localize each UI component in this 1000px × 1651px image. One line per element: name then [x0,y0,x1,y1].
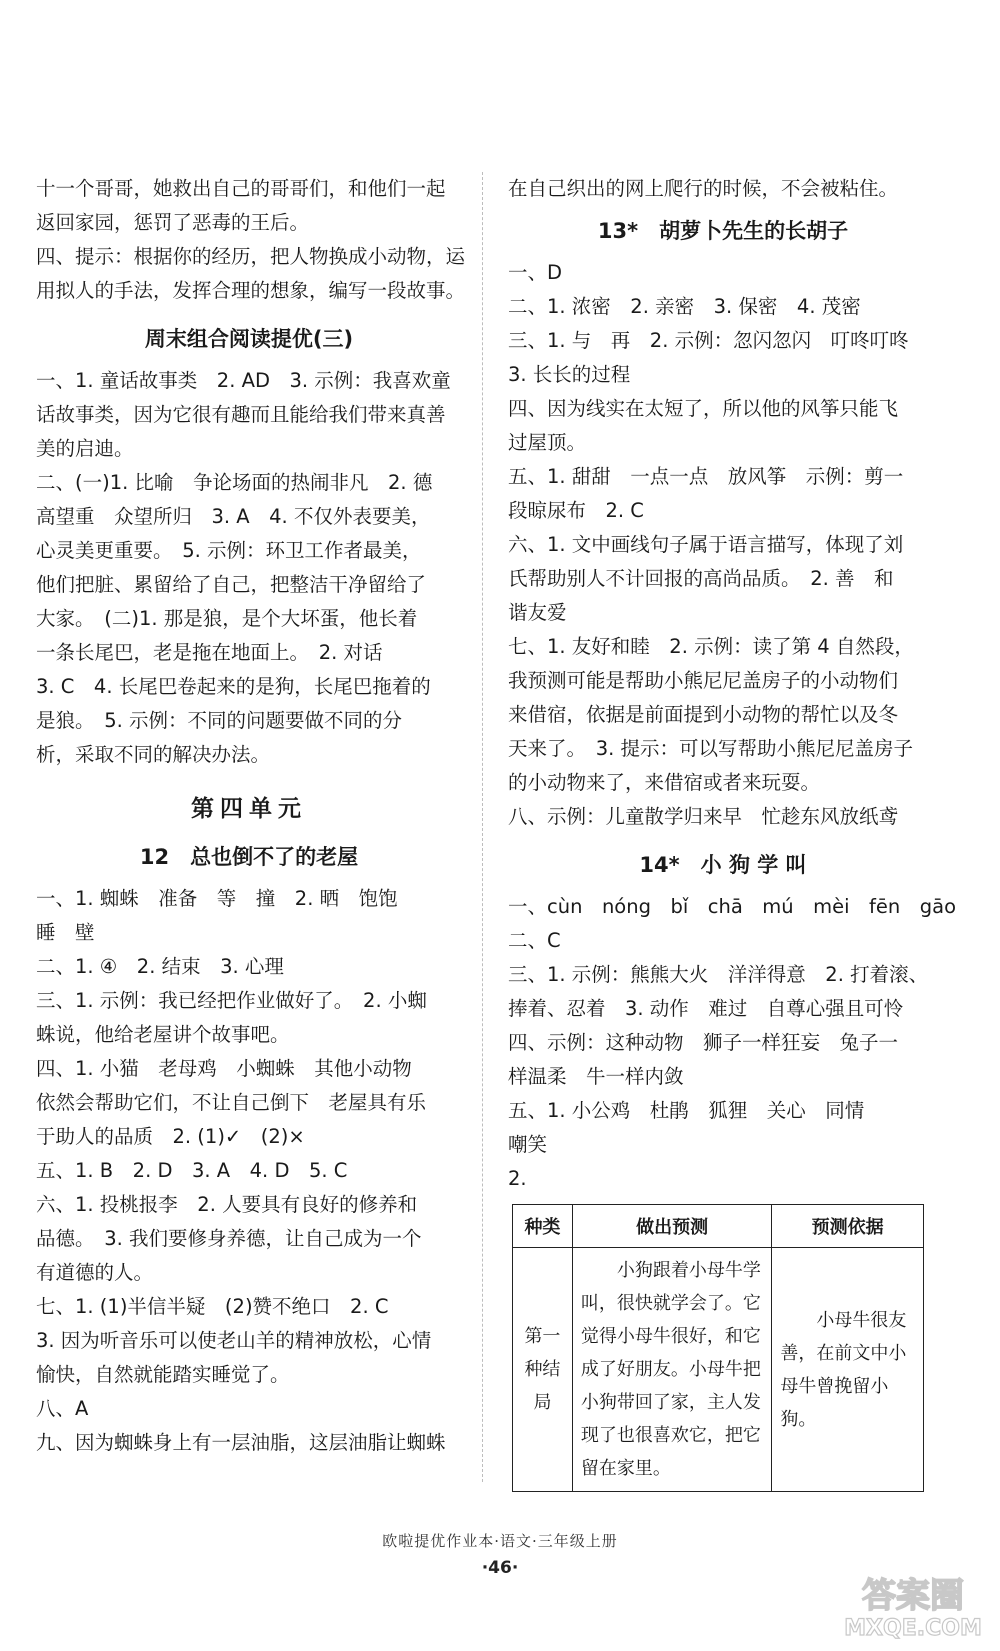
right-column [508,172,957,1492]
table-header: 做出预测 [572,1205,771,1248]
text-line: 六、1. 文中画线句子属于语言描写，体现了刘 [508,533,904,556]
text-line: 三、1. 示例：熊熊大火 洋洋得意 2. 打着滚、 [508,963,929,986]
text-line: 二、1. 浓密 2. 亲密 3. 保密 4. 茂密 [508,295,861,318]
text-line: 用拟人的手法，发挥合理的想象，编写一段故事。 [36,279,466,302]
text-line: 是狼。 5. 示例：不同的问题要做不同的分 [36,709,403,732]
text-line: 返回家园，惩罚了恶毒的王后。 [36,211,310,234]
table-header-row [513,1205,924,1248]
text-line: 五、1. B 2. D 3. A 4. D 5. C [36,1159,348,1182]
table-cell: 小母牛很友善，在前文中小母牛曾挽留小狗。 [772,1248,924,1492]
text-line: 3. 因为听音乐可以使老山羊的精神放松，心情 [36,1329,432,1352]
text-line: 氏帮助别人不计回报的高尚品质。 2. 善 和 [508,567,894,590]
text-line: 睡 壁 [36,921,95,944]
text-line: 他们把脏、累留给了自己，把整洁干净留给了 [36,573,427,596]
text-line: 天来了。 3. 提示：可以写帮助小熊尼尼盖房子 [508,737,914,760]
text-line: 蛛说，他给老屋讲个故事吧。 [36,1023,290,1046]
lesson-title: 12 总也倒不了的老屋 [139,845,359,869]
text-line: 三、1. 与 再 2. 示例：忽闪忽闪 叮咚叮咚 [508,329,909,352]
table-row [513,1248,924,1492]
text-line: 一、1. 蜘蛛 准备 等 撞 2. 晒 饱饱 [36,887,398,910]
text-line: 八、A [36,1397,89,1420]
text-line: 过屋顶。 [508,431,587,454]
text-line: 话故事类，因为它很有趣而且能给我们带来真善 [36,403,446,426]
text-line: 一、1. 童话故事类 2. AD 3. 示例：我喜欢童 [36,369,451,392]
page-number: ·46· [481,1558,519,1578]
text-line: 一条长尾巴，老是拖在地面上。 2. 对话 [36,641,383,664]
lesson-title: 14* 小 狗 学 叫 [639,853,807,877]
text-line: 品德。 3. 我们要修身养德，让自己成为一个 [36,1227,422,1250]
text-line: 五、1. 甜甜 一点一点 放风筝 示例：剪一 [508,465,904,488]
text-line: 析，采取不同的解决办法。 [36,743,271,766]
text-line: 一、cùn nóng bǐ chā mú mèi fēn gāo [508,895,957,918]
table-header: 种类 [513,1205,573,1248]
text-line: 七、1. 友好和睦 2. 示例：读了第 4 自然段， [508,635,914,658]
table-header: 预测依据 [772,1205,924,1248]
text-line: 四、因为线实在太短了，所以他的风筝只能飞 [508,397,899,420]
svg-text:答案圈: 答案圈 [862,1576,964,1616]
unit-title: 第四单元 [191,796,307,822]
text-line: 美的启迪。 [36,437,134,460]
text-line: 依然会帮助它们，不让自己倒下 老屋具有乐 [36,1091,427,1114]
text-line: 谐友爱 [508,601,567,624]
section-title: 周末组合阅读提优(三) [144,327,354,351]
text-line: 二、C [508,929,561,952]
text-line: 一、D [508,261,563,284]
text-line: 于助人的品质 2. (1)✓ (2)× [36,1125,305,1148]
text-line: 七、1. (1)半信半疑 (2)赞不绝口 2. C [36,1295,389,1318]
watermark-logo [838,1567,988,1645]
text-line: 我预测可能是帮助小熊尼尼盖房子的小动物们 [508,669,899,692]
text-line: 2. [508,1167,527,1190]
text-line: 九、因为蜘蛛身上有一层油脂，这层油脂让蜘蛛 [36,1431,446,1454]
column-divider [482,172,483,1482]
text-line: 二、(一)1. 比喻 争论场面的热闹非凡 2. 德 [36,471,433,494]
text-line: 的小动物来了，来借宿或者来玩耍。 [508,771,821,794]
text-line: 高望重 众望所归 3. A 4. 不仅外表要美， [36,505,431,528]
text-line: 段晾尿布 2. C [508,499,644,522]
text-line: 八、示例：儿童散学归来早 忙趁东风放纸鸢 [508,805,899,828]
text-line: 十一个哥哥，她救出自己的哥哥们，和他们一起 [36,177,446,200]
prediction-table [512,1204,924,1492]
text-line: 嘲笑 [508,1133,548,1156]
table-cell: 第一种结局 [513,1248,573,1492]
text-line: 在自己织出的网上爬行的时候，不会被粘住。 [508,177,899,200]
text-line: 四、1. 小猫 老母鸡 小蜘蛛 其他小动物 [36,1057,412,1080]
text-line: 五、1. 小公鸡 杜鹃 狐狸 关心 同情 [508,1099,865,1122]
text-line: 来借宿，依据是前面提到小动物的帮忙以及冬 [508,703,899,726]
lesson-title: 13* 胡萝卜先生的长胡子 [597,219,849,243]
text-line: 有道德的人。 [36,1261,154,1284]
text-line: 六、1. 投桃报李 2. 人要具有良好的修养和 [36,1193,418,1216]
text-line: 四、示例：这种动物 狮子一样狂妄 兔子一 [508,1031,899,1054]
text-line: 样温柔 牛一样内敛 [508,1065,684,1088]
text-line: 捧着、忍着 3. 动作 难过 自尊心强且可怜 [508,997,904,1020]
svg-text:MXQE.COM: MXQE.COM [844,1616,982,1641]
book-title-footer: 欧啦提优作业本·语文·三年级上册 [382,1532,618,1550]
text-line: 大家。 (二)1. 那是狼，是个大坏蛋，他长着 [36,607,418,630]
text-line: 愉快，自然就能踏实睡觉了。 [36,1363,290,1386]
text-line: 心灵美更重要。 5. 示例：环卫工作者最美， [36,539,422,562]
text-line: 四、提示：根据你的经历，把人物换成小动物，运 [36,245,466,268]
text-line: 3. C 4. 长尾巴卷起来的是狗，长尾巴拖着的 [36,675,431,698]
table-cell: 小狗跟着小母牛学叫，很快就学会了。它觉得小母牛很好，和它成了好朋友。小母牛把小狗带回了家，主人发现了也很喜欢它，把它留在家里。 [572,1248,771,1492]
left-column [36,172,466,1460]
text-line: 三、1. 示例：我已经把作业做好了。 2. 小蜘 [36,989,427,1012]
text-line: 二、1. ④ 2. 结束 3. 心理 [36,955,284,978]
text-line: 3. 长长的过程 [508,363,631,386]
